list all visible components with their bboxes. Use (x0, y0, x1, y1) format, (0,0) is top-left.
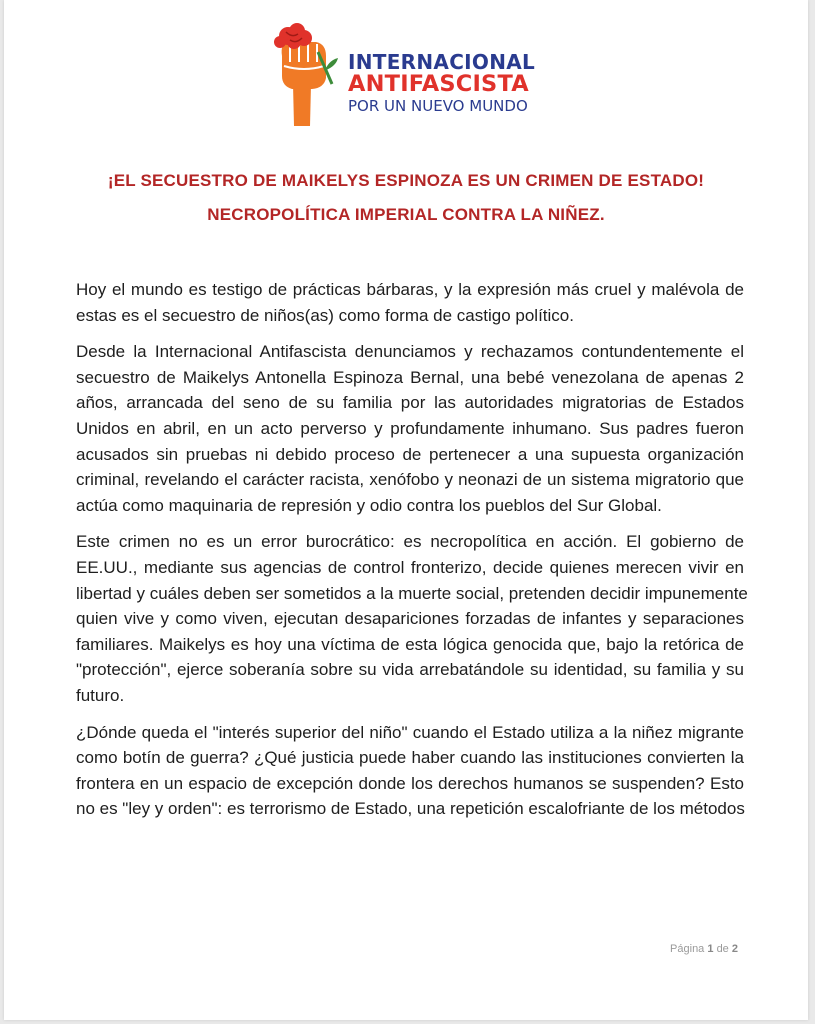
text-line: familiares. Maikelys es hoy una víctima de esta lógica genocida que, bajo la retórica de (76, 634, 744, 654)
text-line: EE.UU., mediante sus agencias de control fronterizo, decide quienes merecen vivir en (76, 557, 744, 577)
of-label: de (716, 943, 729, 955)
text-line: frontera en un espacio de excepción donde los derechos humanos se suspenden? Esto (76, 773, 744, 793)
logo-title-line2: ANTIFASCISTA (348, 71, 529, 97)
text-line: futuro. (76, 685, 125, 705)
page-label: Página (670, 943, 705, 955)
document-page (4, 0, 808, 1020)
text-line: ¿Dónde queda el "interés superior del niño" cuando el Estado utiliza a la niñez migrante (76, 722, 744, 742)
text-line: como botín de guerra? ¿Qué justicia puede haber cuando las instituciones convierten la (76, 748, 744, 768)
logo-title-line1: INTERNACIONAL (348, 50, 536, 74)
text-line: Este crimen no es un error burocrático: es necropolítica en acción. El gobierno de (76, 532, 744, 552)
logo-tagline: POR UN NUEVO MUNDO (348, 96, 528, 115)
page-number (670, 943, 738, 955)
document-body (76, 277, 748, 833)
text-line: libertad y cuáles deben ser sometidos a la muerte social, pretenden decidir impunemente (76, 583, 748, 603)
paragraph-3 (76, 529, 748, 708)
raised-fist-with-carnation-icon (266, 22, 346, 132)
text-line: criminal, revelando el carácter racista, xenófobo y neonazi de un sistema migratorio que (76, 470, 744, 490)
text-line: quien vive y como viven, ejecutan desapariciones forzadas de infantes y separaciones (76, 609, 744, 629)
text-line: Unidos en abril, en un acto perverso y profundamente inhumano. Sus padres fueron (76, 418, 744, 438)
text-line: no es "ley y orden": es terrorismo de Estado, una repetición escalofriante de los métodos (76, 799, 745, 819)
headline-line-2: NECROPOLÍTICA IMPERIAL CONTRA LA NIÑEZ. (207, 205, 605, 224)
text-line: secuestro de Maikelys Antonella Espinoza Bernal, una bebé venezolana de apenas 2 (76, 367, 744, 387)
text-line: Hoy el mundo es testigo de prácticas bárbaras, y la expresión más cruel y malévola de (76, 280, 744, 299)
text-line: "protección", ejerce soberanía sobre su vida arrebatándole su identidad, su familia y su (76, 660, 744, 680)
paragraph-4 (76, 720, 744, 822)
paragraph-2 (76, 339, 744, 518)
organization-logo (266, 22, 566, 134)
total-pages: 2 (731, 943, 738, 955)
text-line: actúa como maquinaria de represión y odio contra los pueblos del Sur Global. (76, 495, 662, 515)
text-line: Desde la Internacional Antifascista denunciamos y rechazamos contundentemente el (76, 342, 744, 362)
text-line: años, arrancada del seno de su familia por las autoridades migratorias de Estados (76, 393, 744, 413)
headline-line-1: ¡EL SECUESTRO DE MAIKELYS ESPINOZA ES UN CRIMEN DE ESTADO! (107, 171, 705, 190)
text-line: acusados sin pruebas ni debido proceso de pertenecer a una supuesta organización (76, 444, 744, 464)
paragraph-1 (76, 277, 744, 328)
current-page: 1 (707, 943, 714, 955)
text-line: estas es el secuestro de niños(as) como forma de castigo político. (76, 305, 574, 325)
